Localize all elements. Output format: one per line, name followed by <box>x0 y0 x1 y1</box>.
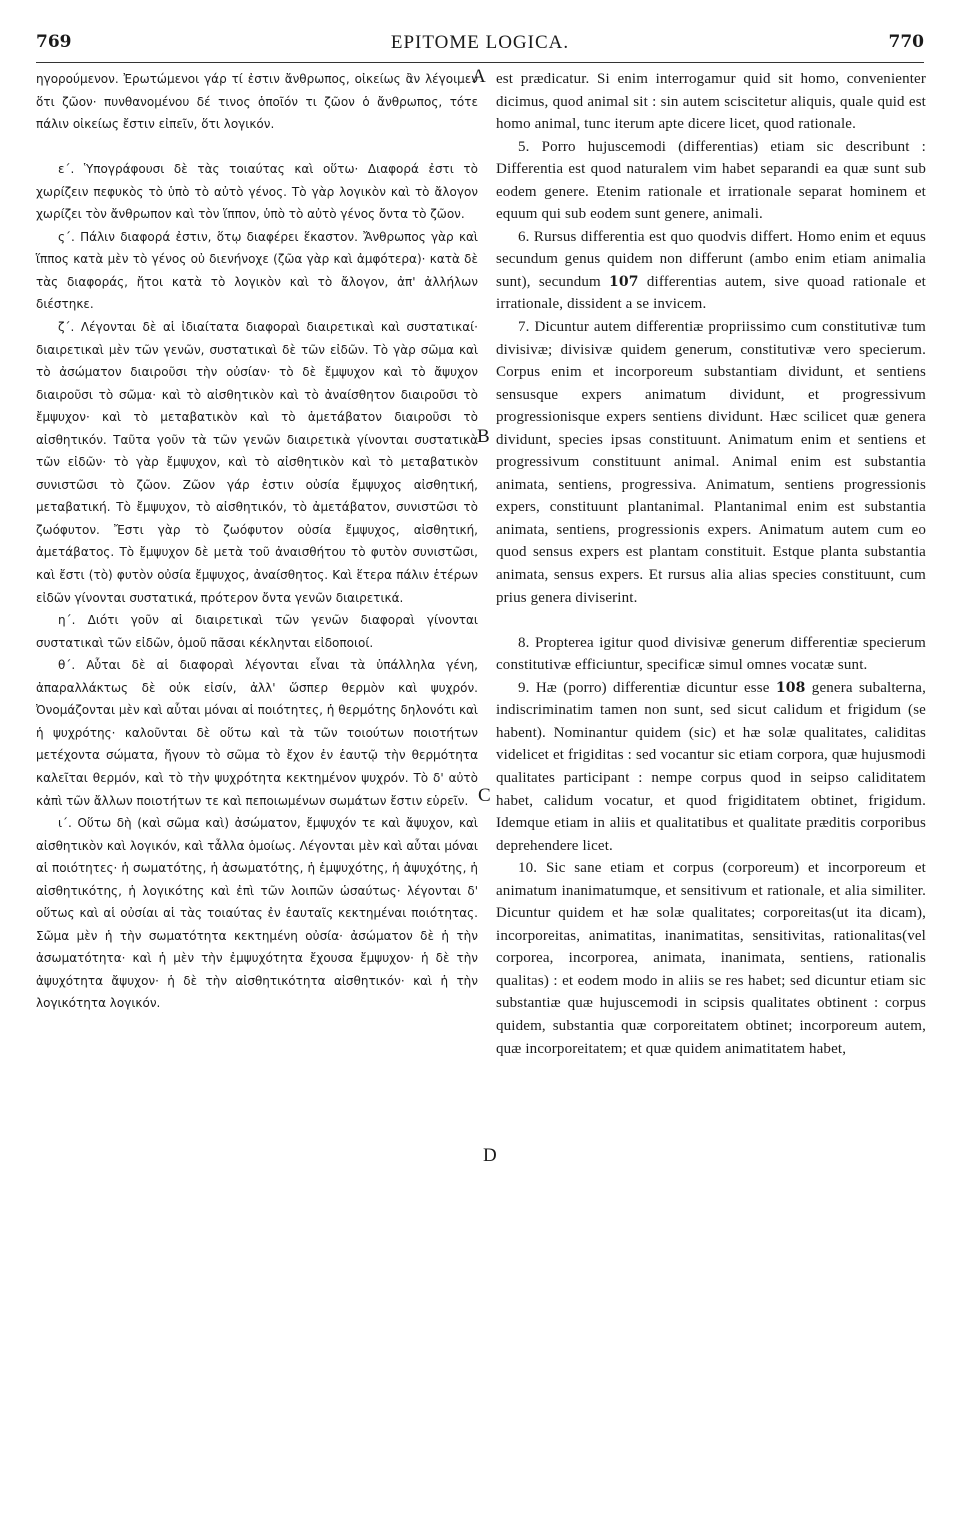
margin-marker-b: B <box>477 426 490 447</box>
latin-paragraph-5: 5. Porro hujuscemodi (differentias) etiam sic describunt : Differentia est quod naturalem vim habet separandi ea quæ sunt sub eodem genere. Etenim rationale et irrationale separat hominem et equum qui sub eodem sunt genere, animali. <box>496 138 926 223</box>
latin-paragraph-6-text-b: differentias autem, sive quoad rationale et irrationale, dissident a se invicem. <box>496 273 926 313</box>
running-title: EPITOME LOGICA. <box>390 32 570 53</box>
page-number-right: 770 <box>888 32 924 52</box>
greek-paragraph-7: ζ΄. Λέγονται δὲ αἱ ἰδιαίτατα διαφοραὶ διαιρετικαὶ καὶ συστατικαί· διαιρετικαὶ μὲν τῶν γενῶν, συστατικαὶ δὲ τῶν εἰδῶν. Τὸ γὰρ σῶμα καὶ τὸ ἀσώματον διαιροῦσι τὴν οὐσίαν· τὸ δὲ ἔμψυχον καὶ τὸ ἄψυχον διαιροῦσι τὸ σῶμα· καὶ τὸ αἰσθητικὸν καὶ τὸ ἀναίσθητον διαιροῦσι τὸ ἔμψυχον· καὶ τὸ μεταβατικὸν καὶ τὸ ἀμετάβατον διαιροῦσι τὸ αἰσθητικόν. Ταῦτα γοῦν τὰ τῶν γενῶν διαιρετικὰ γίνονται συστατικὰ τῶν εἰδῶν· τὸ γὰρ ἔμψυχον, καὶ τὸ αἰσθητικὸν καὶ τὸ μεταβατικὸν συνιστῶσι τὸ ζῶον. Ζῶον γάρ ἐστιν οὐσία ἔμψυχος αἰσθητική, μεταβατική. Τὸ ἔμψυχον, τὸ αἰσθητικόν, τὸ ἀμετάβατον, συνιστῶσι τὸ ζωόφυτον. Ἔστι γὰρ τὸ ζωόφυτον οὐσία ἔμψυχος, αἰσθητική, ἀμετάβατος. Τὸ ἔμψυχον δὲ μετὰ τοῦ ἀναισθήτου τὸ φυτὸν συνιστῶσι, καὶ ἔστι (τὸ) φυτὸν οὐσία ἔμψυχος, ἀναίσθητος. Καὶ ἕτερα πάλιν ἑτέρων εἰδῶν γίνονται συστατικά, πρότερον ὄντα γενῶν διαιρετικά. <box>36 320 478 605</box>
latin-paragraph-6 <box>496 226 926 316</box>
greek-paragraph-continuation: ηγορούμενον. Ἐρωτώμενοι γάρ τί ἐστιν ἄνθρωπος, οἰκείως ἂν λέγοιμεν ὅτι ζῶον· πυνθανομένου δέ τινος ὁποῖόν τι ζῶον ὁ ἄνθρωπος, τότε πάλιν οἰκείως ἔστιν εἰπεῖν, ὅτι λογικόν. <box>36 72 478 132</box>
latin-paragraph-9 <box>496 677 926 857</box>
greek-paragraph-6: ς΄. Πάλιν διαφορά ἐστιν, ὅτῳ διαφέρει ἕκαστον. Ἄνθρωπος γὰρ καὶ ἵππος κατὰ μὲν τὸ γένος οὐ διενήνοχε (ζῶα γὰρ καὶ ἀμφότερα)· κατὰ δὲ τὰς διαφοράς, ἤτοι κατὰ τὸ λογικὸν καὶ τὸ ἄλογον, ἀπ' ἀλλήλων διέστηκε. <box>36 229 478 312</box>
latin-paragraph-continuation: est prædicatur. Si enim interrogamur quid sit homo, convenienter dicimus, quod animal sit : sin autem sciscitetur aliquis, quale quid est homo animal, tunc iterum apte dicere licet, quod rationale. <box>496 71 926 133</box>
page-number-left: 769 <box>36 32 72 52</box>
latin-paragraph-10: 10. Sic sane etiam et corpus (corporeum) et incorporeum et animatum inanimatumque, et sensitivum et rationale, et alia similiter. Dicuntur quidem et hæ solæ qualitates; corporeitas(ut ita dicam), incorporeitas, animatitas, inanimatitas, sensitivitas, rationalitas(vel corporea, incorporea, animata, inanimata, sentiens, rationalis qualitas) : et eodem modo in aliis se res habet; sed dicuntur etiam sic substantiæ quæ hujuscemodi in scipsis qualitates obtinent : corpus quidem, substantia quæ corporeitatem obtinet; incorporeum autem, quæ incorporeitatem; et quæ quidem animatitatem habet, <box>496 860 926 1057</box>
latin-paragraph-9-text-b: genera subalterna, indiscriminatim tamen non sunt, sed sicut calidum et frigidum (se habent). Nominantur quidem (sic) et hæ solæ qualitates, caliditas videlicet et frigiditas : sed vocantur sic etiam corpora, quæ hujusmodi qualitates participant : nempe corpus quod in seipso caliditatem habet, calidum vocatur, et quod frigiditatem obtinet, frigidum. Idemque etiam in aliis et qualitatibus et qualitate præditis corporibus deprehendere licet. <box>496 679 926 854</box>
greek-paragraph-10: ι΄. Οὕτω δὴ (καὶ σῶμα καὶ) ἀσώματον, ἔμψυχόν τε καὶ ἄψυχον, καὶ αἰσθητικὸν καὶ λογικόν, καὶ τἆλλα ὁμοίως. Λέγονται μὲν καὶ αὗται μόναι αἱ ποιότητες· ἡ σωματότης, ἡ ἀσωματότης, ἡ ἐμψυχότης, ἡ ἀψυχότης, ἡ αἰσθητικότης, ἡ λογικότης καὶ ἐπὶ τῶν λοιπῶν ὡσαύτως· λέγονται δ' οὕτως καὶ αἱ οὐσίαι αἱ τὰς τοιαύτας ἐν ἑαυταῖς κεκτημέναι ποιότητας. Σῶμα μὲν ἡ τὴν σωματότητα κεκτημένη οὐσία· ἀσώματον δὲ ἡ τὴν ἀσωματότητα· καὶ ἡ μὲν τὴν ἐμψυχότητα ἔχουσα ἔμψυχον· ἡ δὲ τὴν ἀψυχότητα ἄψυχον· ἡ δὲ τὴν αἰσθητικότητα αἰσθητικόν· καὶ ἡ τὴν λογικότητα λογικόν. <box>36 816 478 1011</box>
margin-marker-d: D <box>483 1145 497 1166</box>
latin-paragraph-6-text-a: 6. Rursus differentia est quo quodvis differt. Homo enim et equus secundum genus quidem non differunt (ambo enim etiam animalia sunt), secundum <box>496 228 926 290</box>
margin-marker-c: C <box>478 785 491 806</box>
latin-column <box>496 68 926 1060</box>
column-reference-107: 107 <box>609 273 639 290</box>
greek-column <box>36 68 478 1015</box>
column-reference-108: 108 <box>775 679 806 696</box>
greek-paragraph-9: θ΄. Αὗται δὲ αἱ διαφοραὶ λέγονται εἶναι τὰ ὑπάλληλα γένη, ἀπαραλλάκτως δὲ οὐκ εἰσίν, ἀλλ' ὥσπερ θερμὸν καὶ ψυχρόν. Ὀνομάζονται μὲν καὶ αὗται μόναι αἱ ποιότητες, ἡ θερμότης δηλονότι καὶ ἡ ψυχρότης· καλοῦνται δὲ οὕτω καὶ τὰ τῶν τοιούτων ποιοτήτων μετέχοντα σώματα, ἤγουν τὸ σῶμα τὸ ἔχον ἐν ἑαυτῷ τὴν θερμότητα καλεῖται θερμόν, καὶ τὸ τὴν ψυχρότητα κεκτημένον ψυχρόν. Τὸ δ' αὐτὸ κἀπὶ τῶν ἄλλων ποιοτήτων τε καὶ πεποιωμένων σωμάτων ἔστιν εὑρεῖν. <box>36 658 478 808</box>
margin-marker-a: A <box>472 66 486 87</box>
page-header <box>36 32 924 58</box>
latin-paragraph-7: 7. Dicuntur autem differentiæ propriissimo cum constitutivæ tum divisivæ; divisivæ quidem generum, constitutivæ vero specierum. Corpus enim et incorporeum substantiam dividunt, et sentiens sensusque expers animatum dividunt, et progressivum progressionisque expers sentiens dividunt. Hæc scilicet quæ genera dividunt, species ipsas constituunt. Animatum enim et sentiens et progressivum constituunt animal. Animal enim est substantia animata, sentiens, progressiva. Animatum, sentiens progressionis expers, constituunt plantanimal. Plantanimal enim est substantia animata, sentiens, progressionis expers. Animatum autem cum eo quod sensus expers est plantam constituit. Estque planta substantia animata, sensus expers. Et rursus alia alias species constituunt, cum prius genera diviserint. <box>496 319 926 606</box>
header-rule <box>36 62 924 63</box>
greek-paragraph-5: ε΄. Ὑπογράφουσι δὲ τὰς τοιαύτας καὶ οὕτω· Διαφορά ἐστι τὸ χωρίζειν πεφυκὸς τὸ ὑπὸ τὸ αὐτὸ γένος. Τὸ γὰρ λογικὸν καὶ τὸ ἄλογον χωρίζει τὸν ἄνθρωπον καὶ τὸν ἵππον, ὑπὸ τὸ αὐτὸ γένος ὄντα τὸ ζῶον. <box>36 162 478 222</box>
latin-paragraph-8: 8. Propterea igitur quod divisivæ generum differentiæ specierum constitutivæ efficiuntur, specificæ simul omnes vocatæ sunt. <box>496 634 926 674</box>
greek-paragraph-8: η΄. Διότι γοῦν αἱ διαιρετικαὶ τῶν γενῶν διαφοραὶ γίνονται συστατικαὶ τῶν εἰδῶν, ὁμοῦ πᾶσαι κέκληνται εἰδοποιοί. <box>36 613 478 650</box>
latin-paragraph-9-text-a: 9. Hæ (porro) differentiæ dicuntur esse <box>518 679 776 696</box>
